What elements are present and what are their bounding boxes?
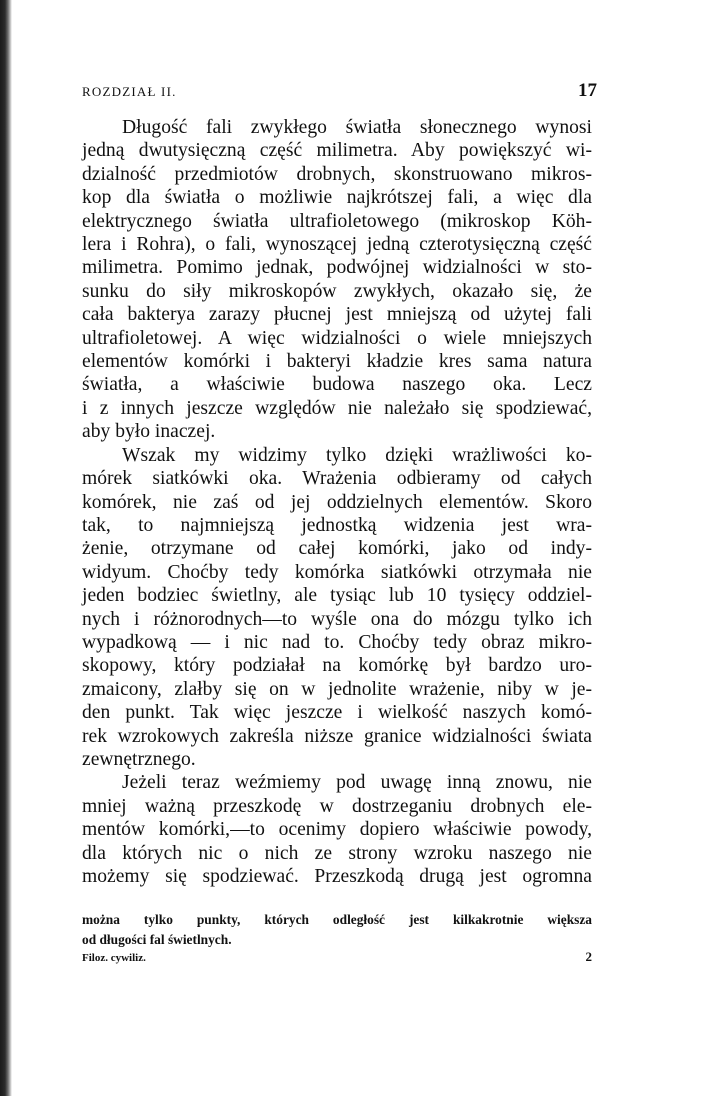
text-line: nych i różnorodnych—to wyśle ona do mózgu tylko ich	[82, 608, 592, 630]
footnote	[82, 910, 592, 950]
text-line: jedną dwutysięczną część milimetra. Aby powiększyć wi-	[82, 140, 592, 162]
signature-number: 2	[585, 949, 592, 964]
text-line: sunku do siły mikroskopów zwykłych, okazało się, że	[82, 280, 592, 302]
text-line: zmaicony, zlałby się on w jednolite wrażenie, niby w je-	[82, 678, 592, 700]
body-text	[82, 116, 592, 888]
text-line: wypadkową — i nic nad to. Choćby tedy obraz mikro-	[82, 631, 592, 653]
text-line: komórek, nie zaś od jej oddzielnych elementów. Skoro	[82, 491, 592, 513]
text-line: Długość fali zwykłego światła słonecznego wynosi	[122, 117, 592, 138]
signature-text: Filoz. cywiliz.	[82, 952, 146, 964]
text-line: jeden bodziec świetlny, ale tysiąc lub 10 tysięcy oddziel-	[82, 585, 592, 607]
text-line: den punkt. Tak więc jeszcze i wielkość naszych komó-	[82, 702, 592, 724]
text-line: lera i Rohra), o fali, wynoszącej jedną czterotysięczną część	[82, 234, 592, 256]
footnote-line: od długości fal świetlnych.	[82, 932, 232, 947]
text-line: elementów komórki i bakteryi kładzie kres sama natura	[82, 351, 592, 373]
text-line: skopowy, który podziałał na komórkę był bardzo uro-	[82, 655, 592, 677]
text-line: rek wzrokowych zakreśla niższe granice widzialności świata	[82, 725, 592, 747]
text-line: cała bakterya zarazy płucnej jest mniejszą od użytej fali	[82, 304, 592, 326]
text-line: widyum. Choćby tedy komórka siatkówki otrzymała nie	[82, 561, 592, 583]
running-head	[82, 80, 597, 102]
text-line: aby było inaczej.	[82, 421, 216, 443]
printer-signature	[82, 949, 592, 965]
text-line: mentów komórki,—to ocenimy dopiero właściwie powody,	[82, 819, 592, 841]
footnote-line: można tylko punkty, których odległość jest kilkakrotnie większa	[82, 912, 592, 927]
text-line: kop dla światła o możliwie najkrótszej fali, a więc dla	[82, 187, 592, 209]
chapter-title: ROZDZIAŁ II.	[82, 84, 177, 99]
text-line: możemy się spodziewać. Przeszkodą drugą jest ogromna	[82, 866, 592, 887]
text-line: ultrafioletowej. A więc widzialności o wiele mniejszych	[82, 327, 592, 349]
text-line: mniej ważną przeszkodę w dostrzeganiu drobnych ele-	[82, 795, 592, 817]
page-binding-edge	[0, 0, 12, 1096]
text-line: elektrycznego światła ultrafioletowego (mikroskop Köh-	[82, 210, 592, 232]
text-line: Jeżeli teraz weźmiemy pod uwagę inną znowu, nie	[122, 772, 592, 794]
text-line: światła, a właściwie budowa naszego oka. Lecz	[82, 374, 592, 396]
text-line: tak, to najmniejszą jednostką widzenia jest wra-	[82, 514, 592, 536]
text-line: mórek siatkówki oka. Wrażenia odbieramy od całych	[82, 468, 592, 490]
text-line: dzialność przedmiotów drobnych, skonstruowano mikros-	[82, 163, 592, 185]
page-number: 17	[578, 80, 597, 101]
text-line: milimetra. Pomimo jednak, podwójnej widzialności w sto-	[82, 257, 592, 279]
text-line: i z innych jeszcze względów nie należało się spodziewać,	[82, 397, 592, 419]
text-line: żenie, otrzymane od całej komórki, jako od indy-	[82, 538, 592, 560]
text-line: Wszak my widzimy tylko dzięki wrażliwości ko-	[122, 444, 592, 466]
text-line: zewnętrznego.	[82, 748, 196, 770]
text-line: dla których nic o nich ze strony wzroku naszego nie	[82, 842, 592, 864]
